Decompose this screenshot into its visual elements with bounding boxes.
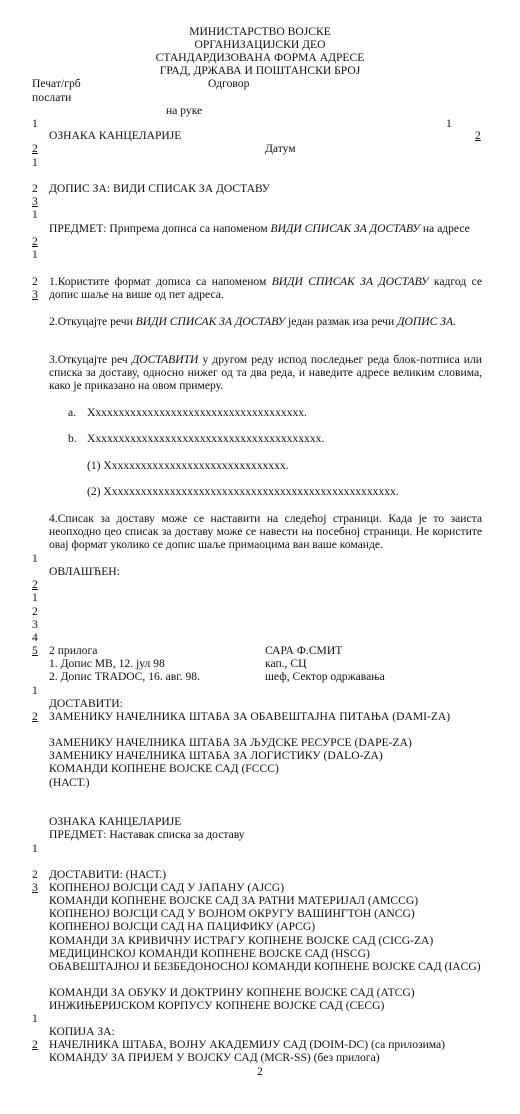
- item-b-label: b.: [68, 432, 77, 445]
- margin-number: 1: [32, 117, 38, 130]
- continuation-line: ОБАВЕШТАЈНОЈ И БЕЗБЕДОНОСНОЈ КОМАНДИ КОПНЕНЕ ВОЈСКЕ САД (IACG): [49, 960, 481, 973]
- margin-number: 2: [32, 142, 38, 155]
- reply-label: Одговор: [208, 77, 250, 90]
- margin-number: 2: [32, 578, 38, 591]
- distribution-line: ЗАМЕНИКУ НАЧЕЛНИКА ШТАБА ЗА ЛОГИСТИКУ (DALO-ZA): [49, 749, 383, 762]
- margin-number: 1: [446, 117, 452, 130]
- by-hand-label: на руке: [166, 104, 203, 117]
- margin-number: 1: [32, 1012, 38, 1025]
- margin-number: 2: [32, 868, 38, 881]
- margin-number: 5: [32, 644, 38, 657]
- margin-number: 2: [32, 182, 38, 195]
- page-number: 2: [257, 1065, 263, 1078]
- margin-number: 1: [32, 591, 38, 604]
- item-b2: (2) Xxxxxxxxxxxxxxxxxxxxxxxxxxxxxxxxxxxxxxxxxxxxxxxxxx.: [87, 485, 399, 498]
- continuation-line: КОМАНДИ ЗА ОБУКУ И ДОКТРИНУ КОПНЕНЕ ВОЈСКЕ САД (ATCG): [49, 986, 415, 999]
- margin-number: 3: [32, 288, 38, 301]
- continuation-subject: ПРЕДМЕТ: Наставак списка за доставу: [49, 828, 245, 841]
- distribution-line: ЗАМЕНИКУ НАЧЕЛНИКА ШТАБА ЗА ОБАВЕШТАЈНА ПИТАЊА (DAMI-ZA): [49, 710, 451, 723]
- header-line-2: ОРГАНИЗАЦИЈСКИ ДЕО: [194, 38, 326, 51]
- memo-for: ДОПИС ЗА: ВИДИ СПИСАК ЗА ДОСТАВУ: [49, 182, 270, 195]
- enclosure-count: 2 прилога: [49, 644, 98, 657]
- signature-title: шеф, Сектор одржавања: [265, 670, 385, 683]
- item-a-label: a.: [68, 406, 77, 419]
- continuation-line: КОМАНДИ КОПНЕНЕ ВОЈСКЕ САД ЗА РАТНИ МАТЕРИЈАЛ (AMCCG): [49, 894, 419, 907]
- header-line-1: МИНИСТАРСТВО ВОЈСКЕ: [189, 25, 331, 38]
- continuation-line: МЕДИЦИНСКОЈ КОМАНДИ КОПНЕНЕ ВОЈСКЕ САД (HSCG): [49, 947, 370, 960]
- signature-name: САРА Ф.СМИТ: [265, 644, 343, 657]
- distribution-line: КОМАНДИ КОПНЕНЕ ВОЈСКЕ САД (FCCC): [49, 762, 279, 775]
- continuation-line: КОПНЕНОЈ ВОЈСЦИ САД У ВОЈНОМ ОКРУГУ ВАШИНГТОН (ANCG): [49, 907, 415, 920]
- margin-number: 3: [32, 618, 38, 631]
- stamp-label: Печат/грб: [32, 77, 81, 90]
- signature-rank: кап., СЦ: [265, 657, 307, 670]
- item-b1: (1) Xxxxxxxxxxxxxxxxxxxxxxxxxxxxxxx.: [87, 459, 289, 472]
- distribution-heading: ДОСТАВИТИ:: [49, 697, 123, 710]
- copies-line: КОМАНДУ ЗА ПРИЈЕМ У ВОЈСКУ САД (MCR-SS) (без прилога): [49, 1051, 380, 1064]
- continuation-line: ИНЖИЊЕРИЈСКОМ КОРПУСУ КОПНЕНЕ ВОЈСКЕ САД (CECG): [49, 999, 385, 1012]
- send-label: послати: [32, 91, 72, 104]
- margin-number: 1: [32, 684, 38, 697]
- item-b: Xxxxxxxxxxxxxxxxxxxxxxxxxxxxxxxxxxxxxxxx.: [87, 432, 325, 445]
- margin-number: 1: [32, 248, 38, 261]
- continuation-office-symbol: ОЗНАКА КАНЦЕЛАРИЈЕ: [49, 815, 182, 828]
- margin-number: 2: [32, 275, 38, 288]
- distribution-line: ЗАМЕНИКУ НАЧЕЛНИКА ШТАБА ЗА ЉУДСКЕ РЕСУРСЕ (DAPE-ZA): [49, 736, 412, 749]
- margin-number: 2: [475, 129, 481, 142]
- enclosure-1: 1. Допис МВ, 12. јул 98: [49, 657, 165, 670]
- continuation-line: КОМАНДИ ЗА КРИВИЧНУ ИСТРАГУ КОПНЕНЕ ВОЈСКЕ САД (CICG-ZA): [49, 934, 434, 947]
- item-a: Xxxxxxxxxxxxxxxxxxxxxxxxxxxxxxxxxxxxx.: [87, 406, 307, 419]
- paragraph-2: 2.Откуцајте речи ВИДИ СПИСАК ЗА ДОСТАВУ један размак иза речи ДОПИС ЗА.: [49, 315, 456, 328]
- margin-number: 2: [32, 1038, 38, 1051]
- margin-number: 3: [32, 195, 38, 208]
- paragraph-4: 4.Списак за доставу може се наставити на следећој страници. Када је то заиста неопходно цео списак за доставу може се навести на посебној страници. Не користите овај формат уколико се допис шаље примаоцима ван ваше команде.: [49, 512, 482, 551]
- margin-number: 1: [32, 842, 38, 855]
- copies-line: НАЧЕЛНИКА ШТАБА, ВОЈНУ АКАДЕМИЈУ САД (DOIM-DC) (са прилозима): [49, 1038, 446, 1051]
- authority-line: ОВЛАШЋЕН:: [49, 565, 120, 578]
- margin-number: 1: [32, 156, 38, 169]
- paragraph-3: 3.Откуцајте реч ДОСТАВИТИ у другом реду испод последњег реда блок-потписа или списка за доставу, односно нижег од та два реда, и наведите адресе великим словима, како је приказано на овом примеру.: [49, 353, 483, 392]
- continuation-line: КОПНЕНОЈ ВОЈСЦИ САД У ЈАПАНУ (AJCG): [49, 881, 285, 894]
- margin-number: 1: [32, 208, 38, 221]
- subject-line: ПРЕДМЕТ: Припрема дописа са напоменом ВИДИ СПИСАК ЗА ДОСТАВУ на адресе: [49, 222, 470, 235]
- margin-number: 3: [32, 881, 38, 894]
- header-line-4: ГРАД, ДРЖАВА И ПОШТАНСКИ БРОЈ: [159, 64, 361, 77]
- office-symbol: ОЗНАКА КАНЦЕЛАРИЈЕ: [49, 129, 182, 142]
- margin-number: 4: [32, 631, 38, 644]
- margin-number: 2: [32, 605, 38, 618]
- paragraph-1: 1.Користите формат дописа са напоменом ВИДИ СПИСАК ЗА ДОСТАВУ кадгод се допис шаље на више од пет адреса.: [49, 275, 483, 301]
- margin-number: 2: [32, 235, 38, 248]
- continuation-line: КОПНЕНОЈ ВОЈСЦИ САД НА ПАЦИФИКУ (APCG): [49, 920, 316, 933]
- date-label: Датум: [265, 142, 296, 155]
- margin-number: 2: [32, 710, 38, 723]
- continuation-heading: ДОСТАВИТИ: (НАСТ.): [49, 868, 167, 881]
- distribution-line: (НАСТ.): [49, 776, 90, 789]
- enclosure-2: 2. Допис TRADOC, 16. авг. 98.: [49, 670, 200, 683]
- margin-number: 1: [32, 552, 38, 565]
- copies-heading: КОПИЈА ЗА:: [49, 1025, 115, 1038]
- header-line-3: СТАНДАРДИЗОВАНА ФОРМА АДРЕСЕ: [155, 51, 365, 64]
